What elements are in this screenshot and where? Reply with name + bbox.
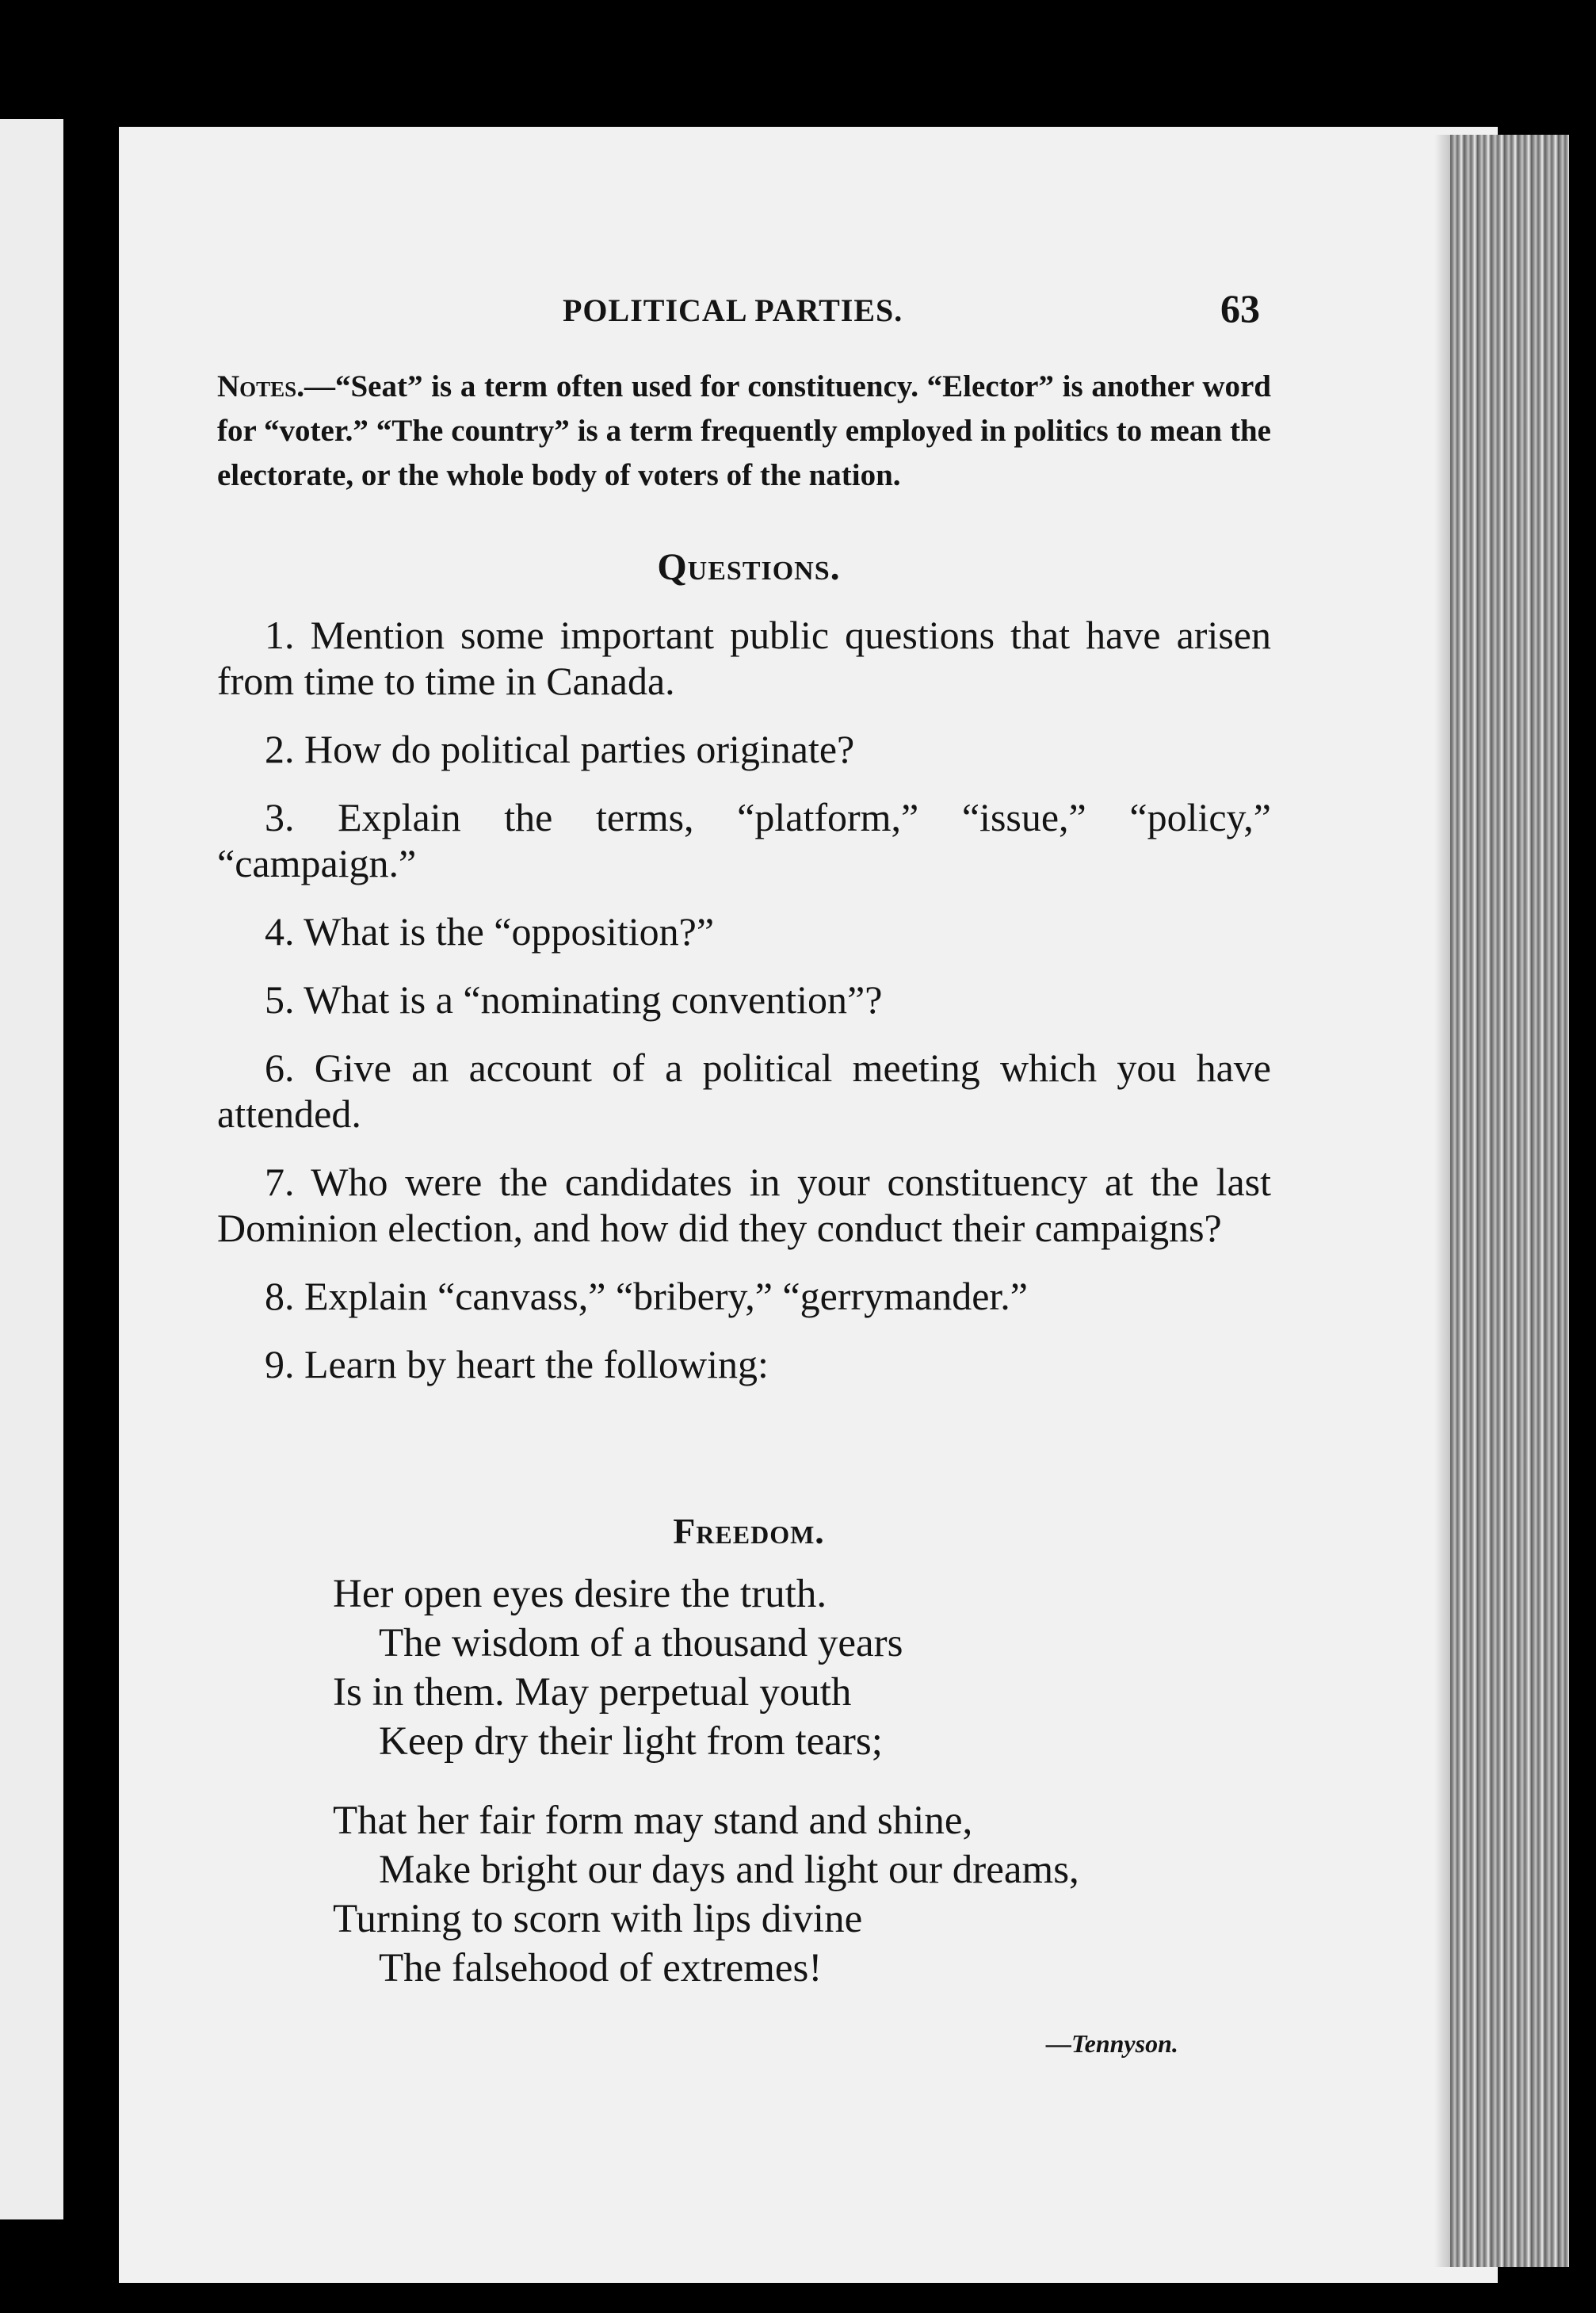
page-edges-stack — [1450, 135, 1569, 2267]
poem-attribution: —Tennyson. — [1046, 2029, 1178, 2058]
question-item: 7. Who were the candidates in your constituency at the last Dominion election, and how did they conduct their campaigns? — [217, 1160, 1271, 1250]
page-number: 63 — [1220, 286, 1260, 331]
notes-lead: Notes. — [217, 369, 304, 403]
poem-line: That her fair form may stand and shine, — [333, 1799, 973, 1843]
facing-page-edge — [0, 119, 63, 2219]
poem-line: The falsehood of extremes! — [379, 1946, 823, 1990]
question-item: 8. Explain “canvass,” “bribery,” “gerrymander.” — [265, 1274, 1028, 1318]
question-item: 3. Explain the terms, “platform,” “issue,” “policy,” “campaign.” — [217, 795, 1271, 885]
questions-heading: Questions. — [657, 546, 841, 588]
question-item: 6. Give an account of a political meeting which you have attended. — [217, 1046, 1271, 1136]
poem-stanza — [333, 1796, 1079, 1993]
question-item: 2. How do political parties originate? — [265, 727, 855, 771]
poem-line: Make bright our days and light our dreams, — [379, 1848, 1079, 1892]
question-item: 1. Mention some important public questions that have arisen from time to time in Canada. — [217, 613, 1271, 703]
poem-line: Is in them. May perpetual youth — [333, 1670, 852, 1715]
poem-title: Freedom. — [673, 1511, 825, 1551]
poem-line: Keep dry their light from tears; — [379, 1719, 883, 1764]
poem-stanza — [333, 1569, 1079, 1766]
question-item: 9. Learn by heart the following: — [265, 1342, 769, 1386]
book-page — [119, 127, 1498, 2283]
poem — [333, 1569, 1079, 2023]
notes-text: —“Seat” is a term often used for constituency. “Elector” is another word for “voter.” “The country” is a term frequently employed in politics to mean the electorate, or the whole body of voters of the nation. — [217, 369, 1271, 492]
poem-line: Her open eyes desire the truth. — [333, 1572, 827, 1616]
running-title: POLITICAL PARTIES. — [563, 292, 903, 328]
question-item: 5. What is a “nominating convention”? — [265, 977, 883, 1022]
notes-paragraph — [217, 365, 1271, 498]
questions-list — [217, 612, 1271, 1409]
question-item: 4. What is the “opposition?” — [265, 909, 715, 954]
poem-line: Turning to scorn with lips divine — [333, 1897, 863, 1941]
poem-line: The wisdom of a thousand years — [379, 1621, 903, 1665]
